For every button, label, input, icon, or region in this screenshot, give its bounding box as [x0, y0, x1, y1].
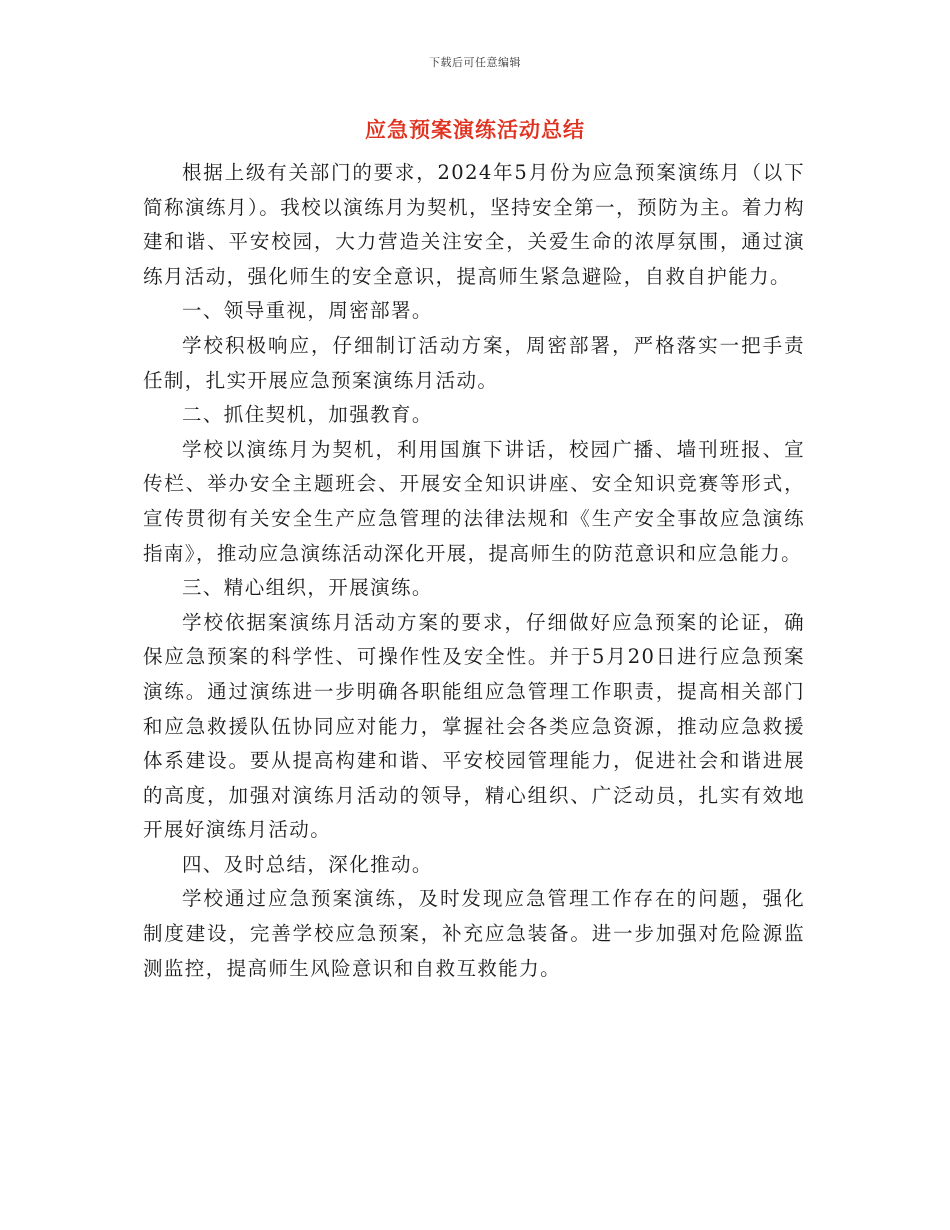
paragraph-1: 学校积极响应，仔细制订活动方案，周密部署，严格落实一把手责任制，扎实开展应急预案演练月活动。 [143, 333, 805, 392]
section-heading-4: 四、及时总结，深化推动。 [182, 852, 433, 876]
paragraph-3: 学校依据案演练月活动方案的要求，仔细做好应急预案的论证，确保应急预案的科学性、可操作性及安全性。并于5月20日进行应急预案演练。通过演练进一步明确各职能组应急管理工作职责，提高相关部门和应急救援队伍协同应对能力，掌握社会各类应急资源，推动应急救援体系建设。要从提高构建和谐、平安校园管理能力，促进社会和谐进展的高度，加强对演练月活动的领导，精心组织、广泛动员，扎实有效地开展好演练月活动。 [143, 610, 805, 842]
paragraph-intro: 根据上级有关部门的要求，2024年5月份为应急预案演练月（以下简称演练月）。我校以演练月为契机，坚持安全第一，预防为主。着力构建和谐、平安校园，大力营造关注安全，关爱生命的浓厚氛围，通过演练月活动，强化师生的安全意识，提高师生紧急避险，自救自护能力。 [143, 161, 805, 288]
paragraph-4: 学校通过应急预案演练，及时发现应急管理工作存在的问题，强化制度建设，完善学校应急预案，补充应急装备。进一步加强对危险源监测监控，提高师生风险意识和自救互救能力。 [143, 887, 805, 980]
header-note: 下载后可任意编辑 [429, 56, 521, 69]
section-heading-2: 二、抓住契机，加强教育。 [182, 403, 433, 427]
section-heading-3: 三、精心组织，开展演练。 [182, 576, 433, 600]
section-heading-1: 一、领导重视，周密部署。 [182, 299, 433, 323]
paragraph-2: 学校以演练月为契机，利用国旗下讲话，校园广播、墙刊班报、宣传栏、举办安全主题班会、开展安全知识讲座、安全知识竞赛等形式，宣传贯彻有关安全生产应急管理的法律法规和《生产安全事故应急演练指南》，推动应急演练活动深化开展，提高师生的防范意识和应急能力。 [143, 437, 805, 565]
document-title: 应急预案演练活动总结 [365, 117, 585, 142]
document-body [143, 156, 805, 986]
